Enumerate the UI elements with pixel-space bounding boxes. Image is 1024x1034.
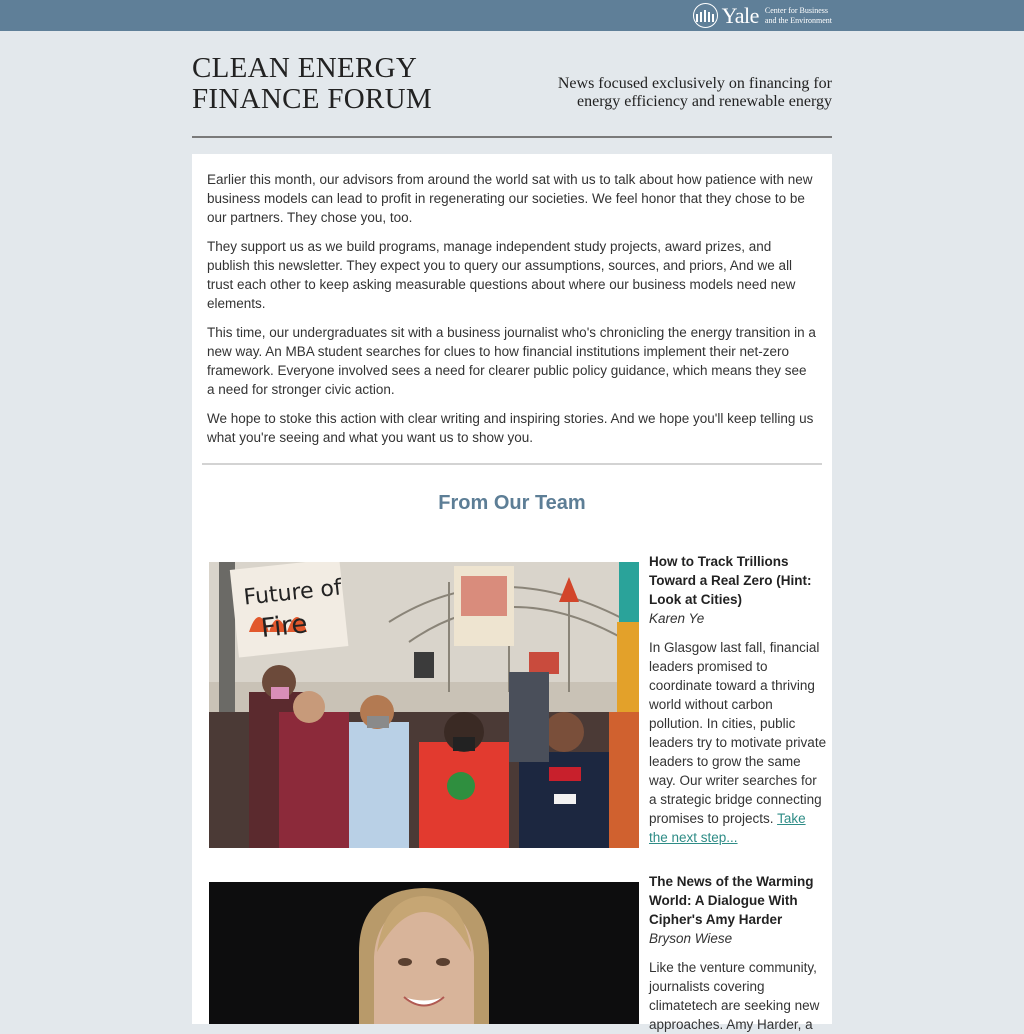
intro-paragraph: This time, our undergraduates sit with a business journalist who's chronicling the energy transition in a new way. An MBA student searches for clues to how financial institutions implement their net-zero framework. Everyone involved sees a need for clearer public policy guidance, which means they see a need for stronger civic action. bbox=[207, 325, 816, 397]
article-summary: In Glasgow last fall, financial leaders promised to coordinate toward a thriving world without carbon pollution. In cities, public leaders try to motivate private leaders to grow the same way. Our writer searches for a strategic bridge connecting promises to projects. Take the next step... bbox=[649, 640, 827, 845]
yale-wordmark: Yale bbox=[721, 2, 759, 28]
read-more-link[interactable]: Take the next step... bbox=[649, 811, 806, 845]
yale-seal-icon bbox=[693, 3, 718, 28]
newsletter-body bbox=[192, 154, 832, 1032]
intro-paragraph: We hope to stoke this action with clear writing and inspiring stories. And we hope you'll keep telling us what you're seeing and what you want us to show you. bbox=[207, 411, 814, 445]
section-title: From Our Team bbox=[438, 492, 586, 514]
protest-sign-text: Fire bbox=[259, 609, 309, 644]
yale-cbey-logo[interactable] bbox=[693, 2, 832, 29]
intro-paragraph: Earlier this month, our advisors from around the world sat with us to talk about how patience with new business models can lead to profit in regenerating our societies. We feel honor that they chose to be our partners. They chose you, too. bbox=[207, 172, 813, 225]
article-title[interactable]: How to Track Trillions Toward a Real Zero (Hint: Look at Cities) bbox=[649, 554, 812, 607]
article-card bbox=[649, 872, 827, 1034]
portrait-photo-illustration bbox=[209, 882, 639, 1024]
newsletter-tagline: News focused exclusively on financing for energy efficiency and renewable energy bbox=[557, 75, 832, 110]
newsletter-title: CLEAN ENERGY FINANCE FORUM bbox=[192, 52, 432, 115]
article-card bbox=[649, 552, 827, 847]
article-author: Bryson Wiese bbox=[649, 931, 733, 946]
article-title[interactable]: The News of the Warming World: A Dialogue With Cipher's Amy Harder bbox=[649, 874, 814, 927]
protest-photo-illustration bbox=[209, 562, 639, 848]
center-name: Center for Business and the Environment bbox=[764, 5, 832, 25]
intro-paragraph: They support us as we build programs, manage independent study projects, award prizes, and publish this newsletter. They expect you to query our assumptions, sources, and priors, And we all trust each other to keep asking measurable questions about where our business models need new elements. bbox=[207, 239, 796, 311]
section-divider bbox=[202, 463, 822, 465]
article-photo-protest[interactable] bbox=[209, 562, 639, 848]
article-summary: Like the venture community, journalists covering climatetech are seeking new approaches. Amy Harder, a bbox=[649, 960, 820, 1032]
article-photo-portrait[interactable] bbox=[209, 882, 639, 1024]
top-bar bbox=[0, 0, 1024, 31]
intro-letter bbox=[207, 170, 817, 457]
article-author: Karen Ye bbox=[649, 611, 705, 626]
protest-sign-text: Future of bbox=[242, 575, 343, 611]
masthead-divider bbox=[192, 136, 832, 138]
